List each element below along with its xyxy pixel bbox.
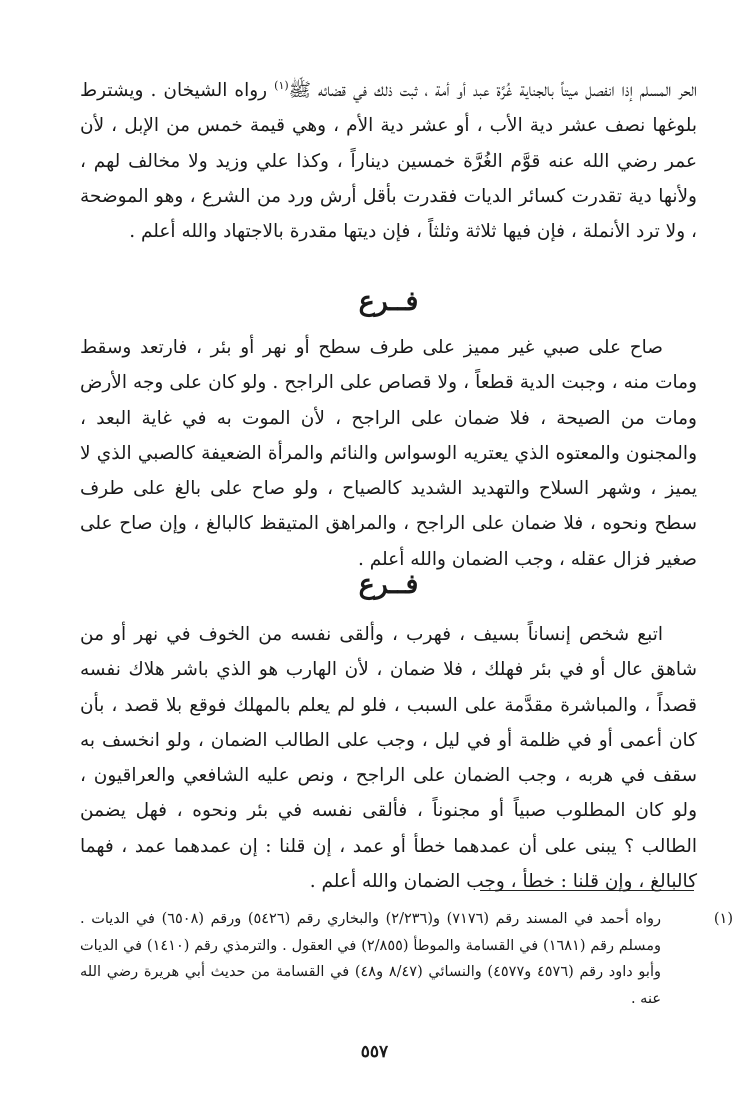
page-number: ٥٥٧	[360, 1042, 389, 1062]
section-heading: فــرع	[358, 569, 419, 600]
footnote-text: رواه أحمد في المسند رقم (٧١٧٦) و(٢/٢٣٦) والبخاري رقم (٥٤٢٦) ورقم (٦٥٠٨) في الديات . ومسلم رقم (١٦٨١) في القسامة والموطأ (٢/٨٥٥) في العقول . والترمذي رقم (١٤١٠) في الديات وأبو داود رقم (٤٥٧٦ و٤٥٧٧) والنسائي (٨/٤٧ و٤٨) في القسامة من حديث أبي هريرة رضي الله عنه .	[80, 911, 661, 1007]
footnote-reference[interactable]: (١)	[274, 79, 289, 92]
paragraph-pursuit	[80, 617, 697, 899]
paragraph-text: رواه الشيخان . ويشترط بلوغها نصف عشر دية الأب ، أو عشر دية الأم ، وهي قيمة خمس من الإبل ، لأن عمر رضي الله عنه قوَّم الغُرَّة خمسين ديناراً ، وكذا علي وزيد ولا مخالف لهم ، ولأنها دية تقدرت كسائر الديات فقدرت بأقل أرش ورد من الشرع ، وهو الموضحة ، ولا ترد الأنملة ، فإن فيها ثلاثة وثلثاً ، فإن ديتها مقدرة بالاجتهاد والله أعلم .	[80, 80, 697, 243]
paragraph-text: اتبع شخص إنساناً بسيف ، فهرب ، وألقى نفسه من الخوف في نهر أو من شاهق عال أو في بئر فهلك ، فلا ضمان ، لأن الهارب هو الذي باشر هلاك نفسه قصداً ، والمباشرة مقدَّمة على السبب ، فلو لم يعلم بالمهلك فوقع بلا قصد ، بأن كان أعمى أو في ظلمة أو في ليل ، وجب على الطالب الضمان ، ولو انخسف به سقف في هربه ، وجب الضمان على الراجح ، ونص عليه الشافعي والعراقيون ، ولو كان المطلوب صبياً أو مجنوناً ، فألقى نفسه في بئر ونحوه ، فهل يضمن الطالب ؟ يبنى على أن عمدهما خطأ أو عمد ، إن قلنا : إن عمدهما عمد ، فهما كالبالغ ، وإن قلنا : خطأ ، وجب الضمان والله أعلم .	[80, 624, 697, 893]
paragraph-text: الحر المسلم إذا انفصل ميتاً بالجناية غُرَّة عبد أو أمة ، ثبت ذلك في قضائه ﷺ	[288, 80, 697, 102]
paragraph-shouting	[80, 330, 697, 577]
section-heading: فــرع	[358, 286, 419, 317]
paragraph-ghurra	[80, 68, 697, 250]
footnote	[80, 906, 733, 1012]
paragraph-text: صاح على صبي غير مميز على طرف سطح أو نهر أو بئر ، فارتعد وسقط ومات منه ، وجبت الدية قطعاً ، ولا قصاص على الراجح . ولو كان على وجه الأرض ومات من الصيحة ، فلا ضمان على الراجح ، لأن الموت به في غاية البعد ، والمجنون والمعتوه الذي يعتريه الوسواس والنائم والمرأة الضعيفة كالصبي الذي لا يميز ، وشهر السلاح والتهديد الشديد كالصياح ، ولو صاح على بالغ على طرف سطح ونحوه ، فلا ضمان على الراجح ، والمراهق المتيقظ كالبالغ ، وإن صاح على صغير فزال عقله ، وجب الضمان والله أعلم .	[80, 337, 697, 570]
footnote-divider	[480, 890, 694, 891]
footnote-number: (١)	[713, 911, 733, 927]
